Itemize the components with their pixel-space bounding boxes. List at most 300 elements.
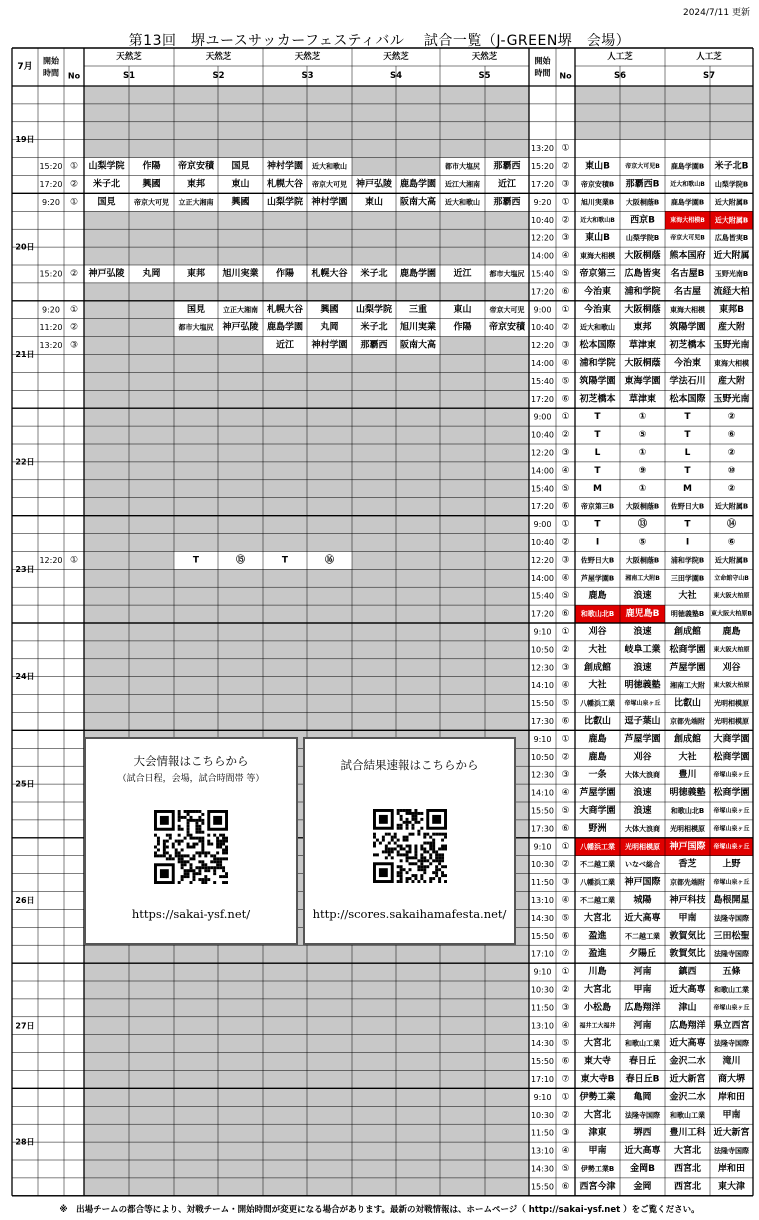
team-name: 岸和田 <box>717 1163 746 1174</box>
cell-shade <box>174 623 263 641</box>
team-name: 山梨学院 <box>355 304 393 315</box>
team-name: T <box>684 519 691 530</box>
team-name: 河南 <box>633 967 652 978</box>
cell-shade <box>263 605 352 623</box>
cell-shade <box>263 534 352 552</box>
day-label: 23日 <box>15 564 35 574</box>
team-name: 学法石川 <box>669 376 706 387</box>
team-name: 法隆寺国際 <box>714 914 749 923</box>
cell-shade <box>174 659 263 677</box>
team-name: 立正大湘南 <box>178 198 214 207</box>
team-name: 松商学園 <box>713 788 750 799</box>
team-name: 鹿島学園B <box>670 162 705 171</box>
start-time: 12:30 <box>530 770 555 780</box>
team-name: 東山 <box>231 179 250 190</box>
team-name: 不二越工業 <box>580 896 615 905</box>
match-no: ② <box>561 161 570 172</box>
start-time: 17:10 <box>530 949 555 959</box>
team-name: 札幌大谷 <box>311 268 348 279</box>
team-name: 三重 <box>408 304 428 315</box>
match-no: ③ <box>561 447 570 458</box>
team-name: 法隆寺国際 <box>714 950 749 959</box>
team-name: 不二越工業 <box>625 932 660 941</box>
no-header: No <box>559 71 572 81</box>
field-type-header: 天然芝 <box>471 52 498 62</box>
start-time: 15:50 <box>530 1057 555 1067</box>
team-name: 東海大相模 <box>580 252 615 261</box>
team-name: 阪南大高 <box>399 197 437 208</box>
start-time: 14:10 <box>530 788 555 798</box>
match-no: ⑤ <box>561 591 570 602</box>
cell-shade <box>440 945 529 963</box>
day-label: 24日 <box>15 672 35 682</box>
team-name: 津東 <box>588 1128 607 1139</box>
team-name: 法隆寺国際 <box>714 1039 749 1048</box>
team-name: 芦屋学園B <box>580 574 615 583</box>
team-name: 夕陽丘 <box>628 949 657 960</box>
team-name: 近大高専 <box>669 1038 706 1049</box>
team-name: 山梨学院 <box>88 161 125 172</box>
start-time: 12:20 <box>530 233 555 243</box>
tournament-info-url[interactable]: https://sakai-ysf.net/ <box>131 907 251 921</box>
cell-shade <box>440 1160 529 1178</box>
match-no: ⑤ <box>561 268 570 279</box>
team-name: 大宮北 <box>673 1146 702 1157</box>
team-name: 大阪桐蔭 <box>624 358 661 369</box>
team-name: 鹿島学園 <box>399 179 437 190</box>
match-no: ④ <box>561 895 570 906</box>
field-name-header: S2 <box>212 71 225 81</box>
team-name: 光明相模原 <box>625 842 660 851</box>
start-time-header: 開始 <box>534 56 551 66</box>
match-no: ② <box>561 215 570 226</box>
cell-shade <box>440 211 529 229</box>
team-name: 比叡山 <box>583 716 612 727</box>
cell-shade <box>174 140 263 158</box>
cell-shade <box>174 390 263 408</box>
cell-shade <box>263 1124 352 1142</box>
start-time: 11:50 <box>530 878 555 888</box>
team-name: 逗子葉山 <box>624 716 661 727</box>
cell-shade <box>263 498 352 516</box>
cell-shade <box>263 283 352 301</box>
team-name: L <box>594 447 601 458</box>
cell-shade <box>174 480 263 498</box>
team-name: 西宮北 <box>673 1181 702 1192</box>
start-time: 17:20 <box>39 179 63 189</box>
team-name: T <box>192 555 200 566</box>
team-name: 東山B <box>585 161 610 172</box>
team-name: 刈谷 <box>722 662 741 673</box>
team-name: 神戸科技 <box>669 895 706 906</box>
team-name: 神村学園 <box>266 161 304 172</box>
team-name: 大阪桐蔭 <box>624 251 661 262</box>
cell-shade <box>440 1106 529 1124</box>
team-name: 近大和歌山B <box>580 216 615 224</box>
cell-shade <box>174 283 263 301</box>
cell-shade <box>263 999 352 1017</box>
cell-shade <box>174 516 263 534</box>
team-name: 山梨学院B <box>714 180 749 189</box>
qr-code-icon <box>154 810 228 884</box>
start-time: 12:20 <box>530 448 555 458</box>
match-no: ② <box>561 644 570 655</box>
team-name: 広島翔洋 <box>624 1002 661 1013</box>
team-name: 帝京大可児B <box>670 234 705 242</box>
cell-shade <box>440 104 529 122</box>
cell-shade <box>263 462 352 480</box>
team-name: 今治東 <box>673 358 702 369</box>
team-name: 米子北 <box>360 322 388 333</box>
team-name: 旭川実業B <box>580 198 615 207</box>
team-name: 鹿島 <box>588 734 607 745</box>
cell-shade <box>263 104 352 122</box>
start-time: 17:20 <box>530 179 555 189</box>
footnote: ※ 出場チームの都合等により、対戦チーム・開始時間が変更になる場合があります。最新の対戦情報は、ホームページ（ http://sakai-ysf.net ）をご覧ください。 <box>59 1205 700 1215</box>
team-name: 甲南 <box>633 984 652 995</box>
cell-shade <box>440 229 529 247</box>
start-time: 15:40 <box>530 591 555 601</box>
team-name: 一条 <box>588 770 607 781</box>
field-name-header: S6 <box>613 71 627 81</box>
team-name: 五條 <box>722 967 741 978</box>
team-name: I <box>685 537 690 548</box>
team-name: 筑陽学園 <box>669 322 706 333</box>
cell-shade <box>440 963 529 981</box>
start-time: 13:20 <box>39 341 63 351</box>
start-time: 9:20 <box>42 305 60 315</box>
team-name: 京都先端附 <box>670 717 705 726</box>
team-name: 大体大浪商 <box>625 824 660 833</box>
team-name: 小松島 <box>583 1002 612 1013</box>
start-time: 9:00 <box>533 520 552 530</box>
tournament-info-title: 大会情報はこちらから <box>133 754 249 768</box>
team-name: 近江大湘南 <box>445 180 480 189</box>
team-name: 広島皆実B <box>714 234 749 243</box>
cell-shade <box>440 587 529 605</box>
match-no: ① <box>69 161 79 172</box>
team-name: 熊本国府 <box>669 251 706 262</box>
match-no: ③ <box>561 555 570 566</box>
team-name: 浦和学院 <box>624 286 661 297</box>
cell-shade <box>263 1160 352 1178</box>
team-name: M <box>593 483 602 494</box>
cell-shade <box>440 641 529 659</box>
team-name: T <box>594 519 601 530</box>
match-no: ⑦ <box>561 949 570 960</box>
team-name: 産大附 <box>717 322 746 333</box>
cell-shade <box>263 426 352 444</box>
team-name: 甲南 <box>722 1110 741 1121</box>
team-name: 帝京安積 <box>177 161 215 172</box>
team-name: 玉野光南 <box>713 340 750 351</box>
team-name: 京都先端附 <box>670 878 705 887</box>
cell-shade <box>174 86 263 104</box>
start-time: 15:20 <box>39 269 63 279</box>
team-name: 東海学園 <box>624 376 661 387</box>
cell-shade <box>263 963 352 981</box>
cell-shade <box>440 659 529 677</box>
team-name: 松商学園 <box>669 644 706 655</box>
match-no: ③ <box>561 179 570 190</box>
cell-shade <box>263 1088 352 1106</box>
match-no: ② <box>561 1110 570 1121</box>
start-time: 12:20 <box>530 555 555 565</box>
team-name: 札幌大谷 <box>266 179 304 190</box>
start-time: 15:50 <box>530 1182 555 1192</box>
cell-shade <box>440 1124 529 1142</box>
start-time: 15:40 <box>530 376 555 386</box>
team-name: 堺西 <box>633 1128 652 1139</box>
cell-shade <box>440 444 529 462</box>
team-name: T <box>684 430 691 441</box>
team-name: 東海大相模 <box>714 359 749 368</box>
field-name-header: S1 <box>122 71 136 81</box>
start-time: 9:10 <box>533 734 552 744</box>
team-name: 国見 <box>97 197 116 208</box>
cell-shade <box>174 641 263 659</box>
results-info-url[interactable]: http://scores.sakaihamafesta.net/ <box>312 907 507 921</box>
start-time: 13:10 <box>530 895 555 905</box>
team-name: 鹿島 <box>588 591 607 602</box>
team-name: 近大高専 <box>669 984 706 995</box>
team-name: 立正大湘南 <box>223 305 258 314</box>
start-time: 9:10 <box>533 842 552 852</box>
team-name: 大阪桐蔭 <box>624 304 661 315</box>
match-no: ① <box>561 197 570 208</box>
team-name: 東大寺 <box>583 1056 612 1067</box>
start-time: 13:10 <box>530 1021 555 1031</box>
cell-shade <box>174 229 263 247</box>
team-name: 神村学園 <box>311 340 348 351</box>
team-name: 帝京大可児 <box>312 180 347 189</box>
team-name: 不二越工業 <box>580 860 615 869</box>
match-no: ⑥ <box>561 931 570 942</box>
team-name: 米子北 <box>92 179 121 190</box>
match-no: ④ <box>561 788 570 799</box>
team-name: 筑陽学園 <box>579 376 616 387</box>
team-name: 近江 <box>497 179 517 190</box>
cell-shade <box>440 355 529 373</box>
start-time: 12:20 <box>39 555 63 565</box>
team-name: 敦賀気比 <box>669 949 706 960</box>
team-name: 近大附属B <box>714 556 749 565</box>
team-name: 伊勢工業B <box>580 1164 615 1173</box>
team-name: 西宮今津 <box>579 1181 616 1192</box>
team-name: T <box>281 555 289 566</box>
start-time: 15:20 <box>39 162 63 172</box>
team-name: 野洲 <box>588 823 607 834</box>
match-no: ② <box>561 752 570 763</box>
start-time: 12:20 <box>530 341 555 351</box>
team-name: 和歌山北B <box>670 806 705 815</box>
team-name: 金沢二水 <box>669 1056 706 1067</box>
team-name: 創成館 <box>673 734 702 745</box>
match-no: ⑤ <box>561 913 570 924</box>
team-name: 春日丘B <box>625 1074 660 1085</box>
match-no: ③ <box>561 662 570 673</box>
start-time: 14:00 <box>530 358 555 368</box>
team-name: 浪速 <box>633 662 652 673</box>
qr-code-icon <box>373 809 447 883</box>
team-name: 作陽 <box>453 322 472 333</box>
team-name: 帝京大可児 <box>134 198 169 207</box>
start-time: 9:10 <box>533 967 552 977</box>
team-name: 和歌山北B <box>580 610 615 619</box>
match-no: ⑤ <box>561 698 570 709</box>
team-name: 那覇西 <box>360 340 388 351</box>
team-name: I <box>595 537 600 548</box>
team-name: 阪南大高 <box>399 340 437 351</box>
start-time: 17:10 <box>530 1074 555 1084</box>
cell-shade <box>174 444 263 462</box>
cell-shade <box>174 695 263 713</box>
tournament-info-box[interactable] <box>84 737 298 945</box>
field-name-header: S7 <box>702 71 716 81</box>
team-name: 神戸国際 <box>624 877 661 888</box>
cell-shade <box>263 1178 352 1196</box>
team-name: 伊勢工業 <box>579 1092 616 1103</box>
match-no: ② <box>69 322 79 333</box>
cell-shade <box>263 981 352 999</box>
start-time: 9:20 <box>42 197 60 207</box>
team-name: 玉野光南 <box>713 394 750 405</box>
team-name: ⑥ <box>727 537 736 548</box>
start-time: 14:00 <box>530 573 555 583</box>
team-name: ⑤ <box>638 430 647 441</box>
team-name: 金沢二水 <box>669 1092 706 1103</box>
match-no: ⑥ <box>561 394 570 405</box>
start-time: 10:30 <box>530 860 555 870</box>
cell-shade <box>440 695 529 713</box>
cell-shade <box>174 337 263 355</box>
field-type-header: 人工芝 <box>696 52 722 62</box>
team-name: 那覇西 <box>493 197 521 208</box>
cell-shade <box>174 713 263 731</box>
team-name: 近江 <box>275 340 295 351</box>
cell-shade <box>174 408 263 426</box>
match-no: ④ <box>561 358 570 369</box>
team-name: 鹿島学園 <box>399 268 437 279</box>
day-label: 21日 <box>15 350 35 359</box>
no-header: No <box>67 71 81 81</box>
match-no: ① <box>69 555 79 566</box>
team-name: 大社 <box>678 591 697 602</box>
team-name: 作陽 <box>275 268 295 279</box>
cell-shade <box>440 569 529 587</box>
team-name: 都市大塩尻 <box>445 162 480 171</box>
start-time: 17:30 <box>530 824 555 834</box>
match-no: ⑥ <box>561 609 570 620</box>
team-name: 春日丘 <box>628 1056 657 1067</box>
cell-shade <box>440 122 529 140</box>
cell-shade <box>440 283 529 301</box>
start-time: 11:20 <box>39 323 63 333</box>
team-name: 光明相模原 <box>714 717 749 726</box>
team-name: 東海大相模 <box>670 305 705 314</box>
match-no: ⑥ <box>561 286 570 297</box>
start-time: 12:30 <box>530 663 555 673</box>
match-no: ① <box>561 841 570 852</box>
field-type-header: 天然芝 <box>383 52 409 62</box>
team-name: 大宮北 <box>583 913 612 924</box>
team-name: ⑩ <box>727 465 736 476</box>
match-no: ① <box>69 197 79 208</box>
team-name: 香芝 <box>678 859 697 870</box>
team-name: ② <box>727 447 736 458</box>
team-name: 大阪桐蔭B <box>625 556 660 565</box>
team-name: 和歌山工業 <box>625 1039 660 1048</box>
team-name: 鹿島学園 <box>266 322 304 333</box>
team-name: 刈谷 <box>588 626 607 637</box>
team-name: 芦屋学園 <box>624 734 661 745</box>
cell-shade <box>440 426 529 444</box>
team-name: 今治東 <box>583 286 612 297</box>
team-name: 東山B <box>585 233 610 244</box>
cell-shade <box>440 534 529 552</box>
cell-shade <box>440 408 529 426</box>
cell-shade <box>174 963 263 981</box>
field-type-header: 天然芝 <box>294 52 321 62</box>
cell-shade <box>263 569 352 587</box>
cell-shade <box>263 623 352 641</box>
match-no: ① <box>69 304 79 315</box>
field-type-header: 天然芝 <box>205 52 232 62</box>
cell-shade <box>174 462 263 480</box>
team-name: 近江 <box>453 268 472 279</box>
cell-shade <box>440 372 529 390</box>
team-name: 大阪桐蔭B <box>625 198 660 207</box>
team-name: 近大附属B <box>714 216 749 225</box>
team-name: 近大和歌山 <box>312 162 347 171</box>
start-time: 15:40 <box>530 484 555 494</box>
match-no: ① <box>561 304 570 315</box>
team-name: 浦和学院B <box>670 556 705 565</box>
team-name: 近大和歌山 <box>580 323 615 332</box>
team-name: M <box>683 483 692 494</box>
match-no: ② <box>561 322 570 333</box>
team-name: 大宮北 <box>583 984 612 995</box>
team-name: 近大新宮 <box>669 1074 706 1085</box>
team-name: 神村学園 <box>311 197 348 208</box>
cell-shade <box>440 713 529 731</box>
cell-shade <box>174 1071 263 1089</box>
team-name: 大商学園 <box>579 805 616 816</box>
team-name: 近大和歌山 <box>445 198 480 207</box>
team-name: 旭川実業 <box>399 322 437 333</box>
team-name: 帝京第三 <box>579 268 616 279</box>
cell-shade <box>440 677 529 695</box>
team-name: 松本国際 <box>669 394 706 405</box>
start-time: 11:50 <box>530 1003 555 1013</box>
team-name: ⑥ <box>727 430 736 441</box>
cell-shade <box>575 122 753 140</box>
start-time: 10:40 <box>530 430 555 440</box>
team-name: 東大阪大柏原 <box>713 646 750 654</box>
team-name: 近大附属B <box>714 198 749 207</box>
cell-shade <box>174 104 263 122</box>
cell-shade <box>174 677 263 695</box>
cell-shade <box>440 337 529 355</box>
team-name: 鹿児島B <box>625 609 660 620</box>
results-info-box[interactable] <box>303 737 516 945</box>
cell-shade <box>174 211 263 229</box>
team-name: 明徳義塾 <box>669 788 706 799</box>
start-time: 9:20 <box>533 197 552 207</box>
results-info-title: 試合結果速報はこちらから <box>340 758 479 772</box>
start-time: 10:40 <box>530 537 555 547</box>
team-name: L <box>684 447 691 458</box>
